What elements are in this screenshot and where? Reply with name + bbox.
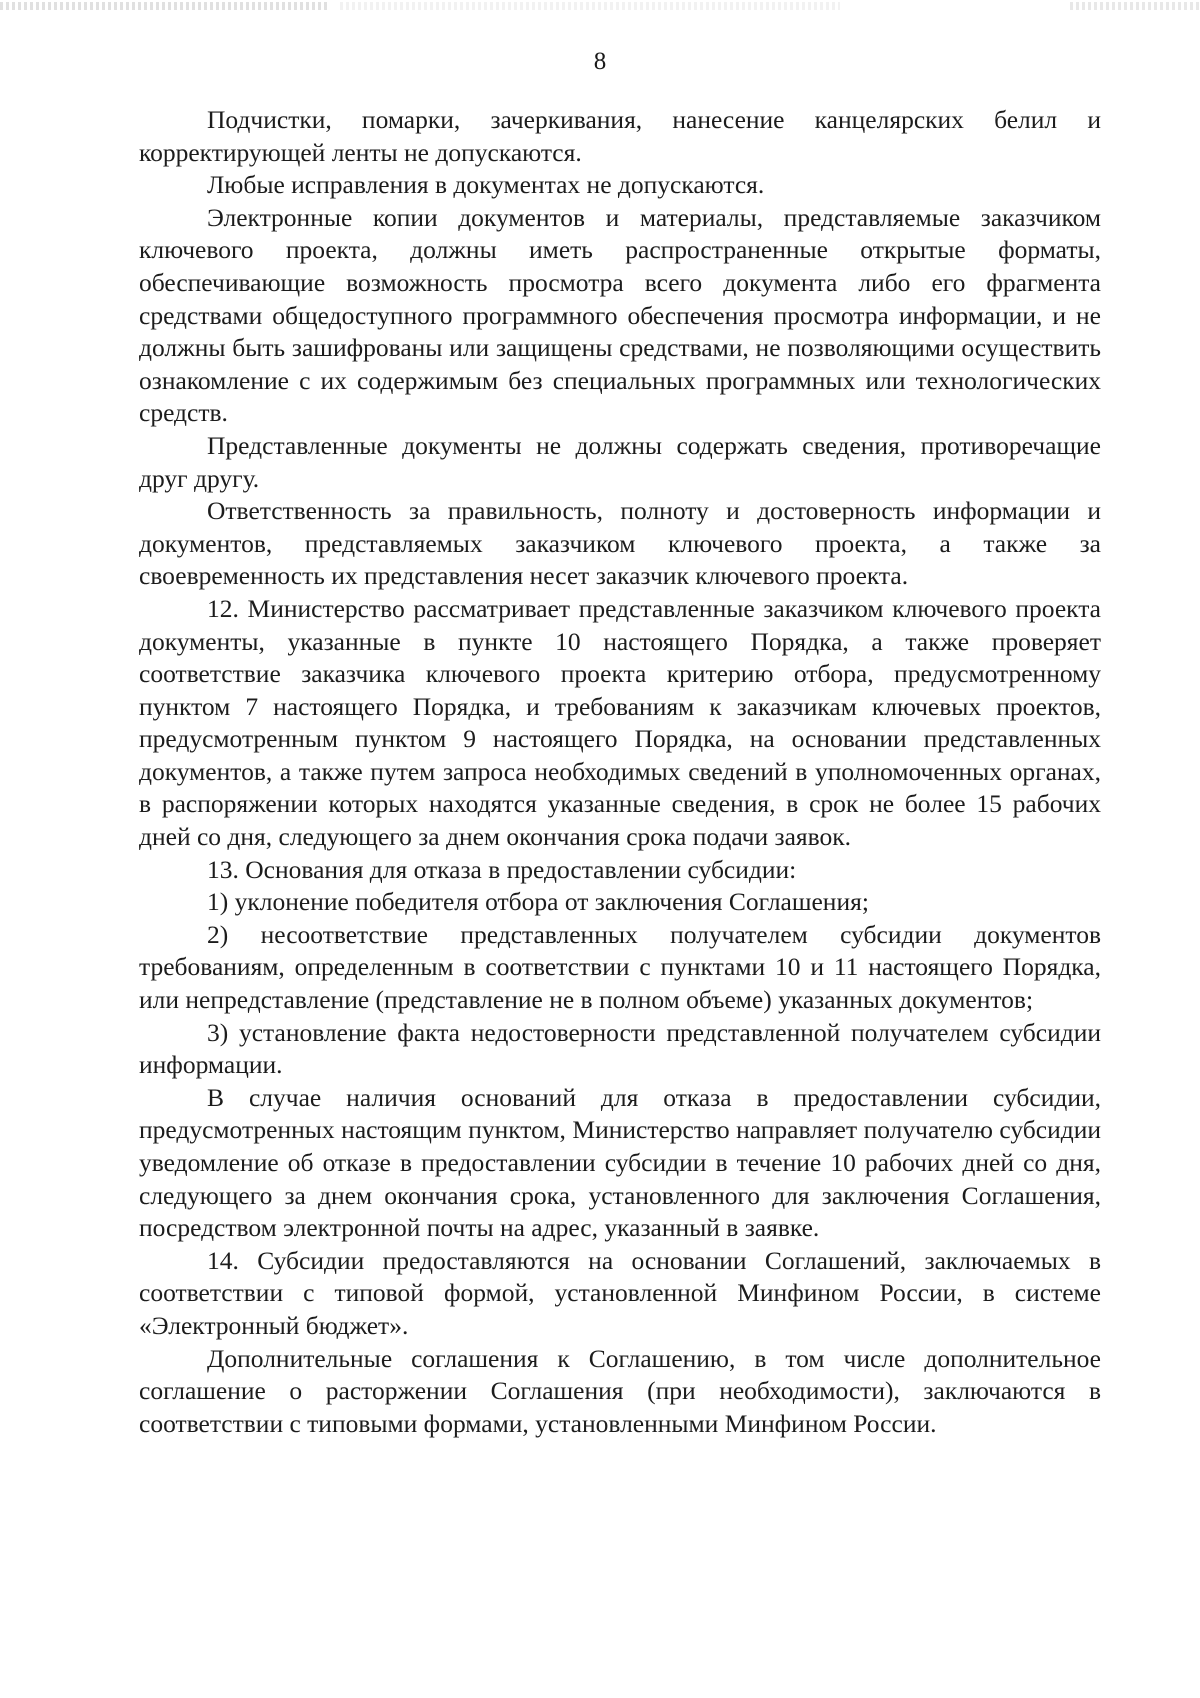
paragraph: В случае наличия оснований для отказа в предоставлении субсидии, предусмотренных настоящим пунктом, Министерство направляет получателю субсидии уведомление об отказе в предоставлении субсидии в течение 10 рабочих дней со дня, следующего за днем окончания срока, установленного для заключения Соглашения, посредством электронной почты на адрес, указанный в заявке. — [139, 1082, 1101, 1243]
paragraph: 12. Министерство рассматривает представленные заказчиком ключевого проекта документы, указанные в пункте 10 настоящего Порядка, а также проверяет соответствие заказчика ключевого проекта критерию отбора, предусмотренному пунктом 7 настоящего Порядка, и требованиям к заказчикам ключевых проектов, предусмотренным пунктом 9 настоящего Порядка, на основании представленных документов, а также путем запроса необходимых сведений в уполномоченных органах, в распоряжении которых находятся указанные сведения, в срок не более 15 рабочих дней со дня, следующего за днем окончания срока подачи заявок. — [139, 593, 1101, 852]
paragraph: Ответственность за правильность, полноту и достоверность информации и документов, представляемых заказчиком ключевого проекта, а также за своевременность их представления несет заказчик ключевого проекта. — [139, 496, 1101, 591]
paragraph: Подчистки, помарки, зачеркивания, нанесение канцелярских белил и корректирующей ленты не допускаются. — [139, 105, 1101, 167]
paragraph: 3) установление факта недостоверности представленной получателем субсидии информации. — [139, 1017, 1101, 1080]
paragraph: 1) уклонение победителя отбора от заключения Соглашения; — [207, 887, 869, 917]
paragraph: 14. Субсидии предоставляются на основании Соглашений, заключаемых в соответствии с типовой формой, установленной Минфином России, в системе «Электронный бюджет». — [139, 1245, 1101, 1340]
document-body — [139, 104, 1101, 1440]
scan-artifact — [340, 2, 840, 10]
paragraph: 2) несоответствие представленных получателем субсидии документов требованиям, определенным в соответствии с пунктами 10 и 11 настоящего Порядка, или непредставление (представление не в полном объеме) указанных документов; — [139, 919, 1101, 1015]
scan-artifact — [1070, 2, 1200, 10]
paragraph: Электронные копии документов и материалы, представляемые заказчиком ключевого проекта, должны иметь распространенные открытые форматы, обеспечивающие возможность просмотра всего документа либо его фрагмента средствами общедоступного программного обеспечения просмотра информации, и не должны быть зашифрованы или защищены средствами, не позволяющими осуществить ознакомление с их содержимым без специальных программных или технологических средств. — [139, 202, 1101, 428]
paragraph: Дополнительные соглашения к Соглашению, в том числе дополнительное соглашение о расторжении Соглашения (при необходимости), заключаются в соответствии с типовыми формами, установленными Минфином России. — [139, 1343, 1101, 1438]
paragraph: 13. Основания для отказа в предоставлении субсидии: — [207, 854, 797, 884]
paragraph: Любые исправления в документах не допускаются. — [207, 170, 765, 200]
scan-artifact — [0, 2, 330, 10]
page-number: 8 — [593, 48, 607, 75]
paragraph: Представленные документы не должны содержать сведения, противоречащие друг другу. — [139, 430, 1101, 493]
